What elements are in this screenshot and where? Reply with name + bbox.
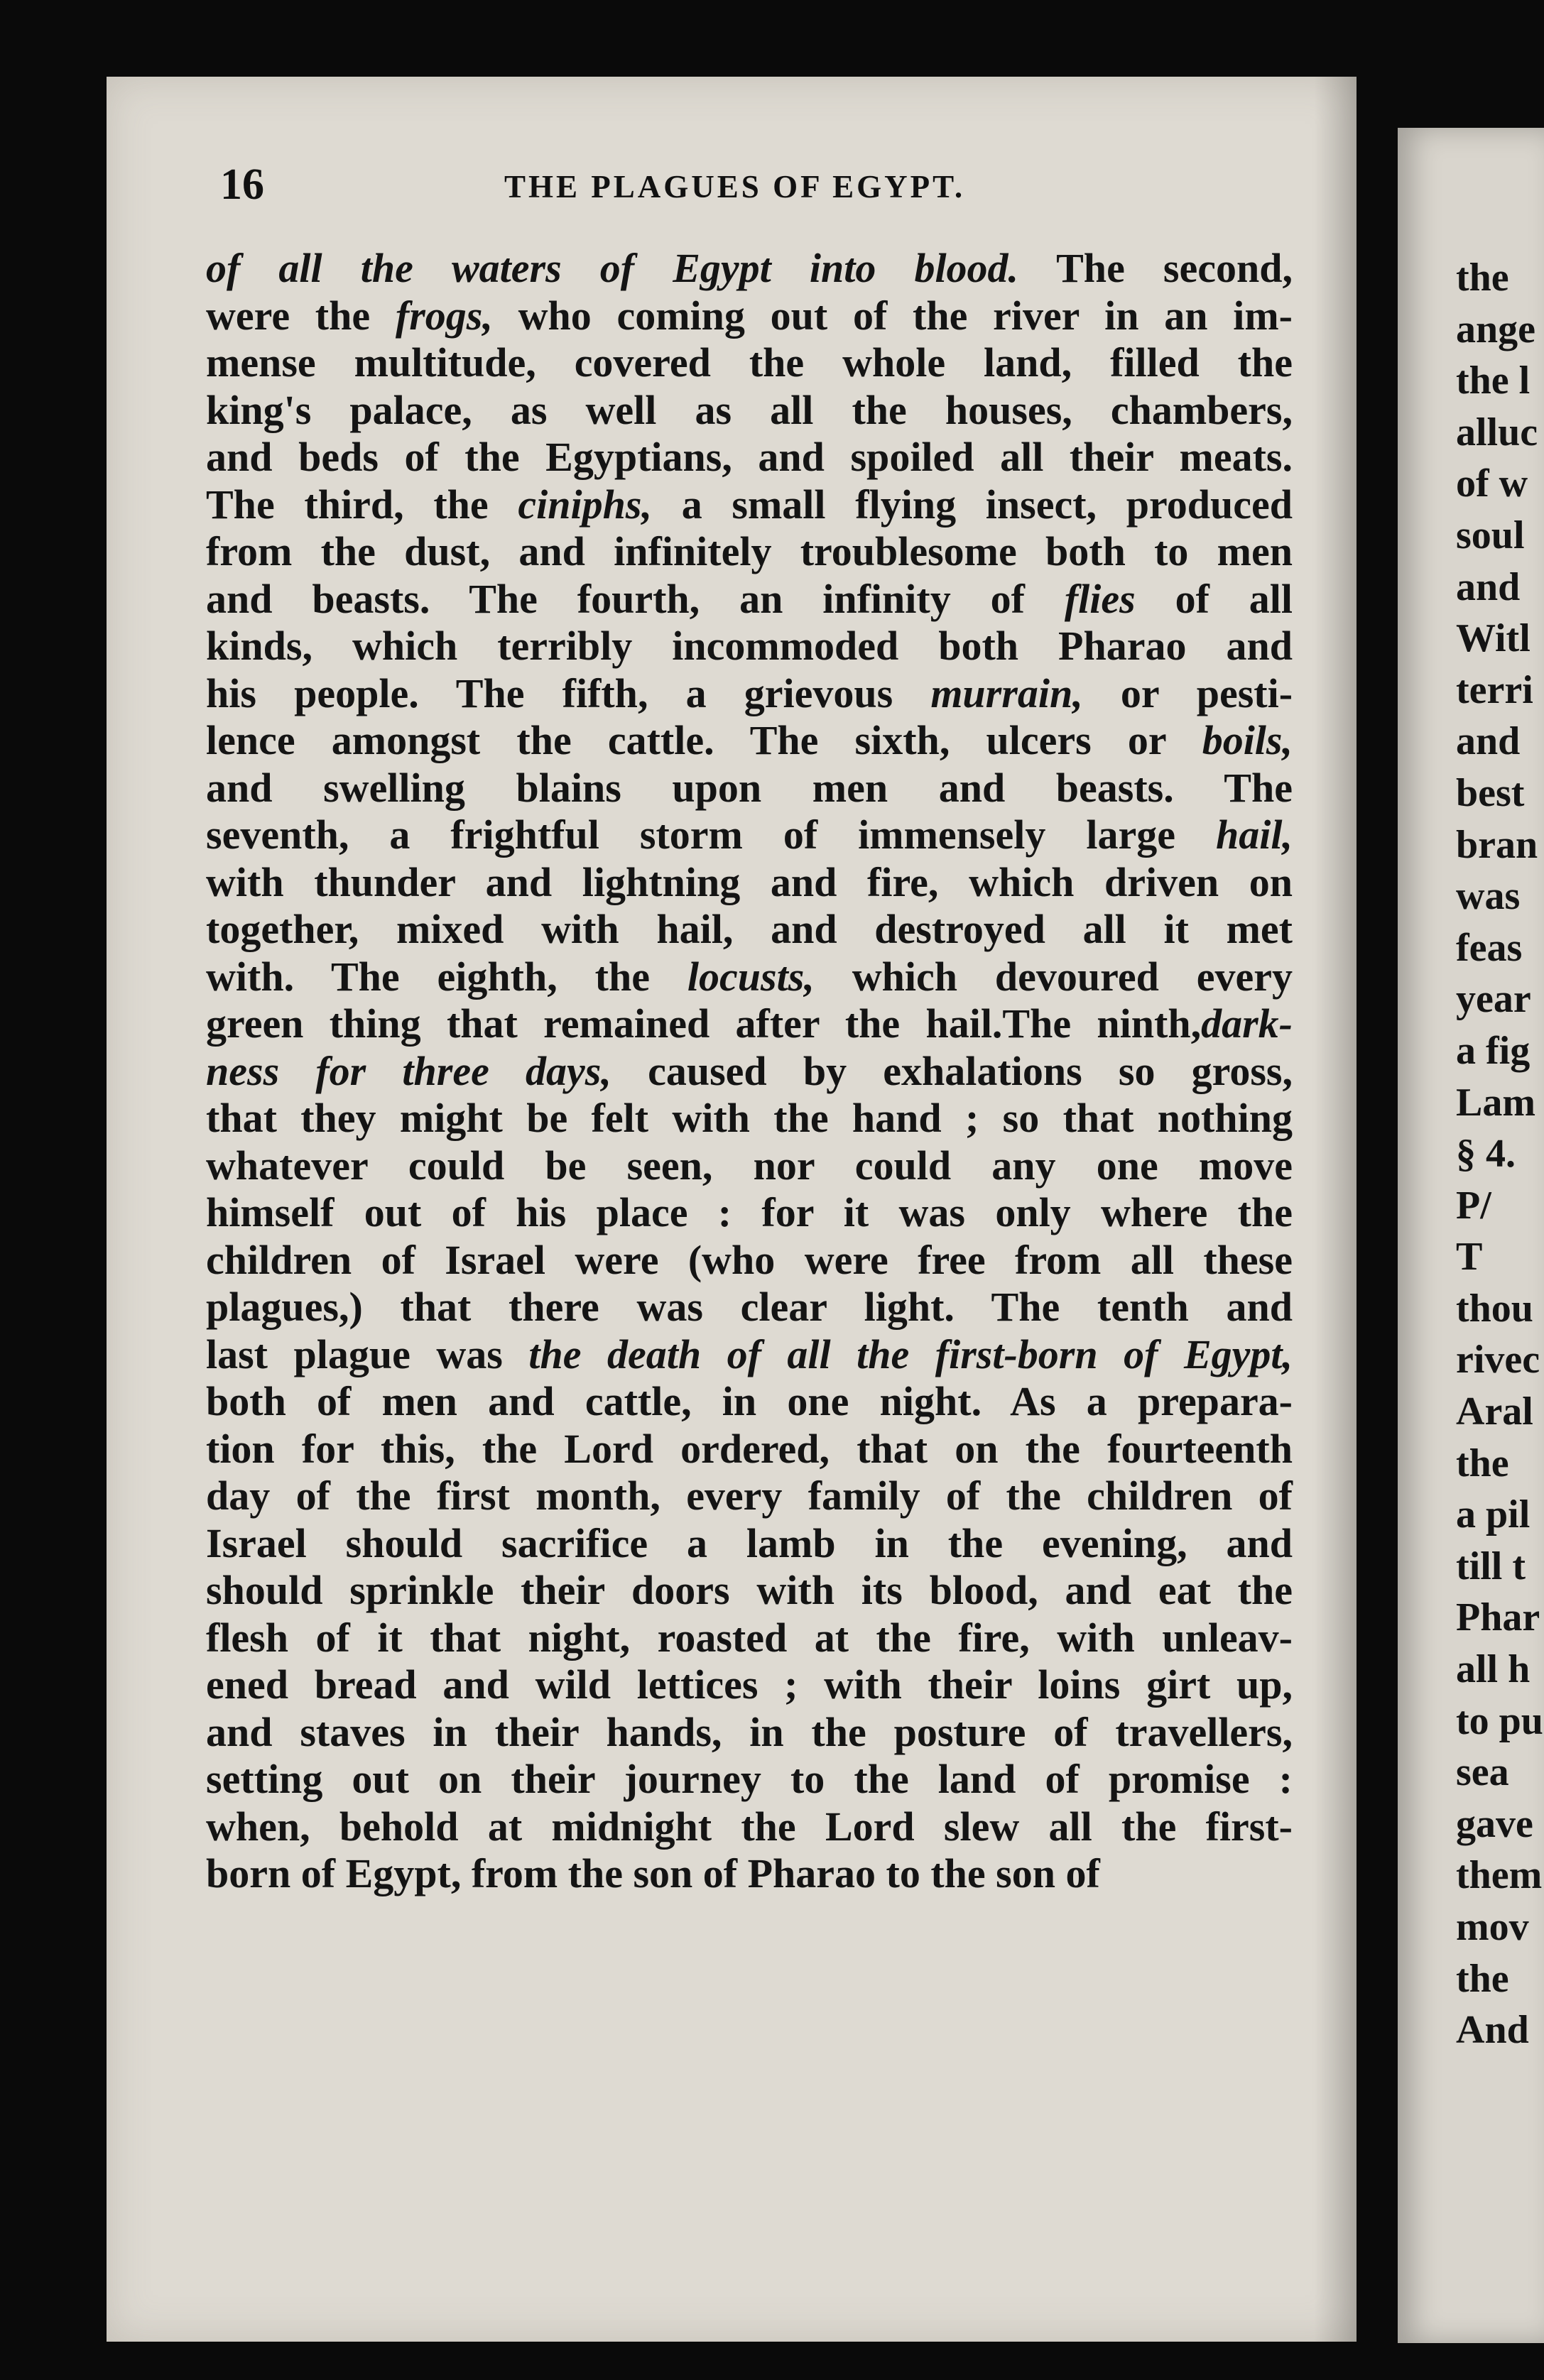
italic-run: dark-: [1201, 1000, 1293, 1047]
italic-run: ciniphs,: [518, 481, 652, 528]
facing-page-line: the: [1456, 256, 1509, 300]
facing-page-line: T: [1456, 1235, 1483, 1279]
text-line: [206, 339, 1293, 387]
text-line: [206, 1189, 1293, 1237]
facing-page-line: soul: [1456, 513, 1525, 557]
facing-page-line: ange: [1456, 307, 1535, 351]
text-line: [206, 859, 1293, 907]
text-line: [206, 1142, 1293, 1190]
text-line: [206, 1709, 1293, 1757]
facing-page-line: them: [1456, 1853, 1543, 1898]
page-gutter-shadow: [1314, 77, 1357, 2342]
text-line: [206, 1000, 1293, 1048]
page-number: 16: [220, 160, 264, 209]
text-line: [206, 528, 1293, 576]
text-run: were the: [206, 292, 396, 339]
italic-run: ness for three days,: [206, 1047, 611, 1094]
running-title: THE PLAGUES OF EGYPT.: [504, 169, 966, 204]
text-run: of all: [1135, 575, 1293, 622]
text-line: [206, 1850, 1293, 1898]
body-text: [206, 245, 1293, 1898]
facing-page-text: [1456, 252, 1544, 2056]
facing-page-line: § 4.: [1456, 1132, 1516, 1177]
text-run: who coming out of the river in an im-: [492, 292, 1293, 339]
text-line: [206, 1237, 1293, 1284]
text-run: flesh of it that night, roasted at the fire, with unleav-: [206, 1614, 1293, 1661]
facing-page-line: a pil: [1456, 1492, 1531, 1537]
text-line: [206, 576, 1293, 623]
facing-page-line: of w: [1456, 462, 1528, 506]
text-line: [206, 1378, 1293, 1426]
facing-page-line: to pu: [1456, 1698, 1543, 1743]
text-line: [206, 906, 1293, 954]
text-run: born of Egypt, from the son of Pharao to the son of: [206, 1850, 1100, 1896]
facing-page-line: a fig: [1456, 1028, 1531, 1073]
italic-run: boils,: [1202, 717, 1293, 763]
facing-page-line: And: [1456, 2008, 1529, 2053]
text-line: [206, 1284, 1293, 1331]
text-line: [206, 481, 1293, 529]
facing-page-line: sea: [1456, 1750, 1509, 1795]
text-run: his people. The fifth, a grievous: [206, 670, 931, 716]
text-line: [206, 1473, 1293, 1520]
text-line: [206, 812, 1293, 859]
facing-page-line: the l: [1456, 359, 1531, 403]
text-line: [206, 1048, 1293, 1096]
text-run: which devoured every: [814, 953, 1293, 1000]
text-run: and staves in their hands, in the posture of travellers,: [206, 1708, 1293, 1755]
text-run: children of Israel were (who were free from all these: [206, 1236, 1293, 1283]
text-run: green thing that remained after the hail.The ninth,: [206, 1000, 1202, 1047]
text-run: both of men and cattle, in one night. As a prepara-: [206, 1378, 1293, 1424]
text-run: whatever could be seen, nor could any one move: [206, 1142, 1293, 1189]
text-run: seventh, a frightful storm of immensely large: [206, 812, 1216, 858]
text-line: [206, 1803, 1293, 1851]
text-line: [206, 1095, 1293, 1142]
text-run: last plague was: [206, 1331, 529, 1377]
text-run: king's palace, as well as all the houses, chambers,: [206, 386, 1293, 433]
italic-run: hail,: [1216, 812, 1293, 858]
italic-run: frogs,: [395, 292, 493, 339]
text-run: mense multitude, covered the whole land, filled the: [206, 339, 1293, 386]
text-run: that they might be felt with the hand ; so that nothing: [206, 1095, 1293, 1141]
facing-page-line: P/: [1456, 1183, 1491, 1228]
facing-page-line: bran: [1456, 822, 1538, 867]
facing-page-line: was: [1456, 874, 1521, 919]
facing-page-line: year: [1456, 977, 1531, 1022]
text-run: setting out on their journey to the land of promise :: [206, 1756, 1293, 1802]
text-run: when, behold at midnight the Lord slew all the first-: [206, 1803, 1293, 1850]
text-run: with. The eighth, the: [206, 953, 687, 1000]
text-run: himself out of his place : for it was only where the: [206, 1189, 1293, 1235]
text-run: kinds, which terribly incommoded both Pharao and: [206, 623, 1293, 669]
facing-page-line: thou: [1456, 1286, 1533, 1331]
facing-page-line: feas: [1456, 925, 1523, 970]
italic-run: the death of all the first-born of Egypt,: [528, 1331, 1293, 1377]
italic-run: murrain,: [930, 670, 1083, 716]
facing-page-line: mov: [1456, 1905, 1529, 1949]
facing-page-line: rivec: [1456, 1338, 1540, 1382]
facing-page-line: and: [1456, 719, 1521, 764]
text-line: [206, 1756, 1293, 1803]
text-line: [206, 387, 1293, 435]
facing-page-line: and: [1456, 564, 1521, 609]
text-line: [206, 293, 1293, 340]
text-run: The third, the: [206, 481, 518, 528]
facing-page-line: Aral: [1456, 1390, 1533, 1434]
text-run: tion for this, the Lord ordered, that on the fourteenth: [206, 1425, 1293, 1472]
italic-run: of all the waters of Egypt into blood.: [206, 245, 1019, 291]
facing-page-line: all h: [1456, 1647, 1531, 1692]
text-line: [206, 434, 1293, 481]
text-line: [206, 1615, 1293, 1662]
text-run: a small flying insect, produced: [651, 481, 1293, 528]
text-run: with thunder and lightning and fire, which driven on: [206, 858, 1293, 905]
text-run: The second,: [1018, 245, 1293, 291]
facing-page-line: the: [1456, 1956, 1509, 2001]
facing-page-line: Phar: [1456, 1595, 1540, 1640]
text-line: [206, 1331, 1293, 1379]
text-line: [206, 1661, 1293, 1709]
text-run: lence amongst the cattle. The sixth, ulcers or: [206, 717, 1202, 763]
italic-run: flies: [1064, 575, 1136, 622]
facing-page-line: terri: [1456, 667, 1533, 712]
text-line: [206, 245, 1293, 293]
facing-page-line: alluc: [1456, 410, 1538, 454]
facing-page-line: till t: [1456, 1544, 1526, 1588]
text-run: ened bread and wild lettices ; with their loins girt up,: [206, 1661, 1293, 1708]
text-run: caused by exhalations so gross,: [611, 1047, 1293, 1094]
text-run: day of the first month, every family of the children of: [206, 1473, 1293, 1519]
text-line: [206, 1567, 1293, 1615]
facing-page-line: Lam: [1456, 1080, 1535, 1125]
facing-page-line: the: [1456, 1441, 1509, 1485]
facing-page-line: best: [1456, 770, 1525, 815]
italic-run: locusts,: [687, 953, 815, 1000]
text-run: and swelling blains upon men and beasts. The: [206, 764, 1293, 811]
facing-page-line: Witl: [1456, 616, 1531, 661]
text-line: [206, 717, 1293, 765]
text-line: [206, 765, 1293, 812]
text-run: Israel should sacrifice a lamb in the evening, and: [206, 1519, 1293, 1566]
text-line: [206, 954, 1293, 1001]
text-run: and beasts. The fourth, an infinity of: [206, 575, 1065, 622]
text-run: or pesti-: [1082, 670, 1293, 716]
text-run: together, mixed with hail, and destroyed all it met: [206, 906, 1293, 952]
text-line: [206, 623, 1293, 670]
text-line: [206, 1520, 1293, 1568]
text-line: [206, 670, 1293, 718]
text-run: from the dust, and infinitely troublesome both to men: [206, 528, 1293, 574]
text-run: and beds of the Egyptians, and spoiled all their meats.: [206, 434, 1293, 480]
text-line: [206, 1426, 1293, 1473]
text-run: should sprinkle their doors with its blood, and eat the: [206, 1567, 1293, 1613]
facing-page-line: gave: [1456, 1801, 1533, 1846]
text-run: plagues,) that there was clear light. The tenth and: [206, 1284, 1293, 1330]
